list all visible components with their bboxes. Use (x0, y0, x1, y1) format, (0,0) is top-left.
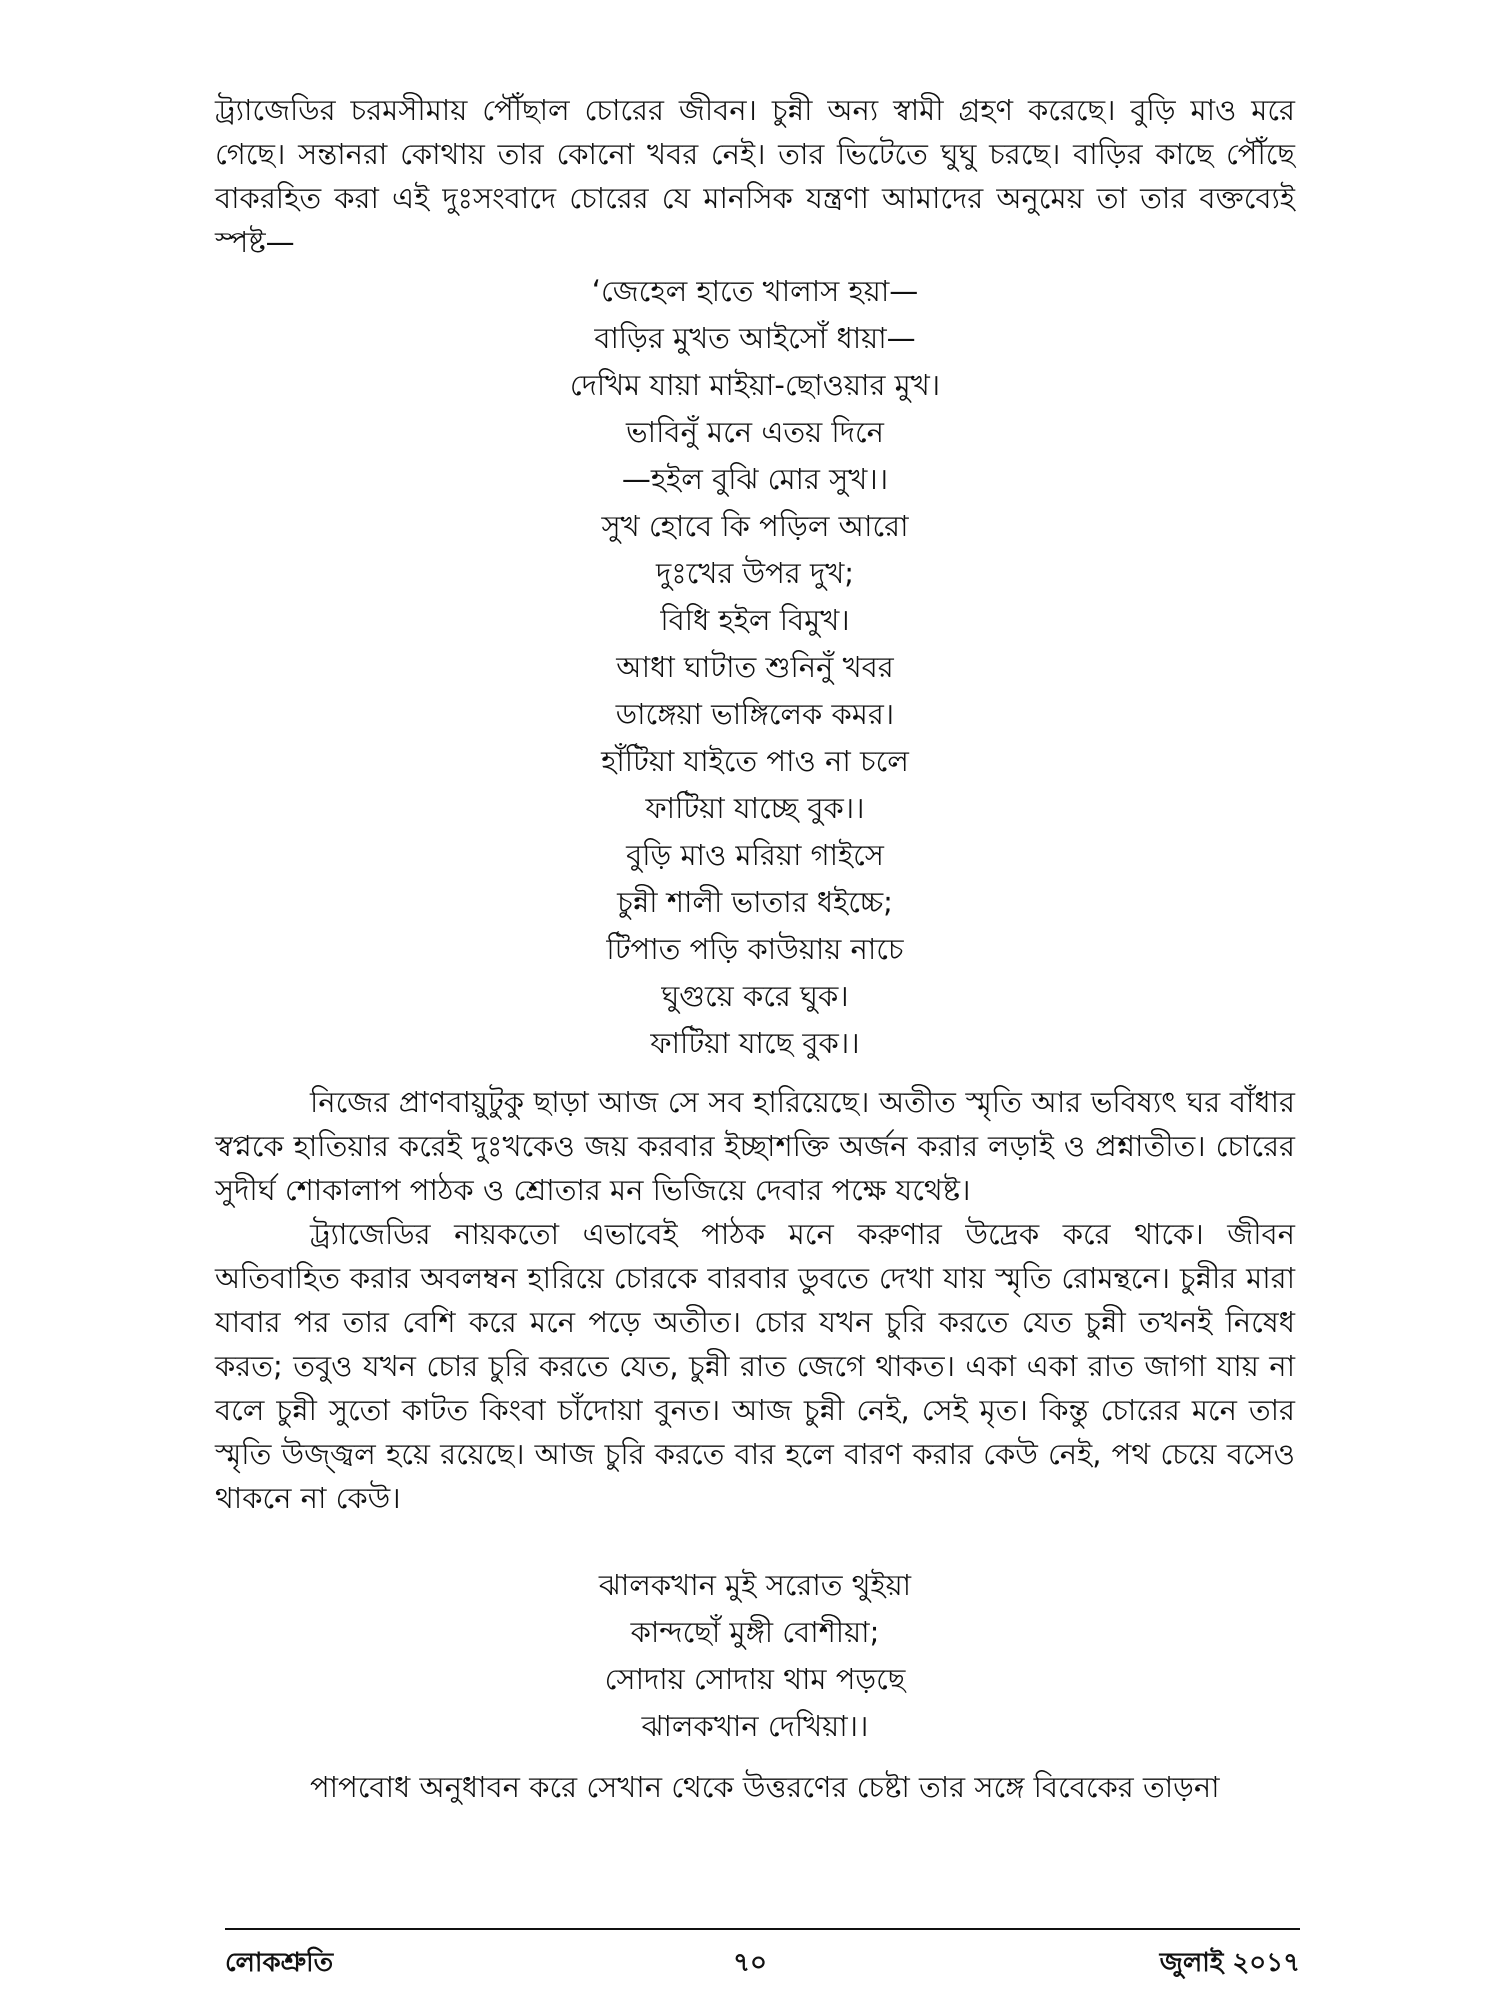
verse-line: আধা ঘাটাত শুনিনুঁ খবর (616, 650, 894, 684)
verse-line: ‘জেহেল হাতে খালাস হয়া— (591, 274, 919, 308)
paragraph-text: নিজের প্রাণবায়ুটুকু ছাড়া আজ সে সব হারিয়েছে। অতীত স্মৃতি আর ভবিষ্যৎ ঘর বাঁধার স্বপ্নকে হাতিয়ার করেই দুঃখকেও জয় করবার ইচ্ছাশক্তি অর্জন করার লড়াই ও প্রশ্নাতীত। চোরের সুদীর্ঘ শোকালাপ পাঠক ও শ্রোতার মন ভিজিয়ে দেবার পক্ষে যথেষ্ট। (215, 1085, 1295, 1207)
verse-line: ঝালকখান মুই সরোত থুইয়া (598, 1568, 912, 1602)
verse-line: —হইল বুঝি মোর সুখ।। (621, 462, 889, 496)
verse-line: ফাটিয়া যাচ্ছে বুক।। (645, 791, 865, 825)
paragraph-text: ট্র্যাজেডির নায়কতো এভাবেই পাঠক মনে করুণার উদ্রেক করে থাকে। জীবন অতিবাহিত করার অবলম্বন হারিয়ে চোরকে বারবার ডুবতে দেখা যায় স্মৃতি রোমন্থনে। চুন্নীর মারা যাবার পর তার বেশি করে মনে পড়ে অতীত। চোর যখন চুরি করতে যেত চুন্নী তখনই নিষেধ করত; তবুও যখন চোর চুরি করতে যেত, চুন্নী রাত জেগে থাকত। একা একা রাত জাগা যায় না বলে চুন্নী সুতো কাটত কিংবা চাঁদোয়া বুনত। আজ চুন্নী নেই, সেই মৃত। কিন্তু চোরের মনে তার স্মৃতি উজ্জ্বল হয়ে রয়েছে। আজ চুরি করতে বার হলে বারণ করার কেউ নেই, পথ চেয়ে বসেও থাকনে না কেউ। (215, 1217, 1295, 1515)
page-number: ৭০ (733, 1948, 767, 1978)
paragraph-text: পাপবোধ অনুধাবন করে সেখান থেকে উত্তরণের চেষ্টা তার সঙ্গে বিবেকের তাড়না (310, 1770, 1220, 1804)
verse-line: কান্দছোঁ মুঙ্গী বোশীয়া; (630, 1615, 880, 1649)
verse-line: বাড়ির মুখত আইসোঁ ধায়া— (594, 321, 916, 355)
verse-line: ডাঙ্গেয়া ভাঙ্গিলেক কমর। (615, 697, 895, 731)
footer-divider (225, 1928, 1300, 1930)
verse-line: দেখিম যায়া মাইয়া-ছোওয়ার মুখ। (569, 368, 941, 402)
verse-line: হাঁটিয়া যাইতে পাও না চলে (601, 744, 909, 778)
paragraph-block-middle (215, 1080, 1295, 1520)
verse-line: বুড়ি মাও মরিয়া গাইসে (626, 838, 884, 872)
verse-line: সোদায় সোদায় থাম পড়ছে (604, 1662, 906, 1696)
verse-line: ঘুগুয়ে করে ঘুক। (661, 979, 849, 1013)
verse-line: ফাটিয়া যাছে বুক।। (650, 1026, 860, 1060)
verse-block-2 (215, 1562, 1295, 1750)
verse-line: টিপাত পড়ি কাউয়ায় নাচে (606, 932, 904, 966)
verse-line: বিধি হইল বিমুখ। (660, 603, 850, 637)
paragraph-text: ট্র্যাজেডির চরমসীমায় পৌঁছাল চোরের জীবন। চুন্নী অন্য স্বামী গ্রহণ করেছে। বুড়ি মাও মরে গেছে। সন্তানরা কোথায় তার কোনো খবর নেই। তার ভিটেতে ঘুঘু চরছে। বাড়ির কাছে পৌঁছে বাকরহিত করা এই দুঃসংবাদে চোরের যে মানসিক যন্ত্রণা আমাদের অনুমেয় তা তার বক্তব্যেই স্পষ্ট— (215, 93, 1295, 259)
verse-line: ভাবিনুঁ মনে এতয় দিনে (626, 415, 884, 449)
verse-line: চুন্নী শালী ভাতার ধইচ্চে; (617, 885, 893, 919)
verse-line: ঝালকখান দেখিয়া।। (641, 1709, 869, 1743)
verse-line: সুখ হোবে কি পড়িল আরো (601, 509, 909, 543)
footer-date: জুলাই ২০১৭ (1159, 1948, 1300, 1978)
paragraph-final (215, 1765, 1295, 1809)
footer-journal-name: লোকশ্রুতি (225, 1948, 334, 1978)
verse-block-1 (215, 268, 1295, 1067)
verse-line: দুঃখের উপর দুখ; (655, 556, 855, 590)
paragraph-intro (215, 88, 1295, 264)
